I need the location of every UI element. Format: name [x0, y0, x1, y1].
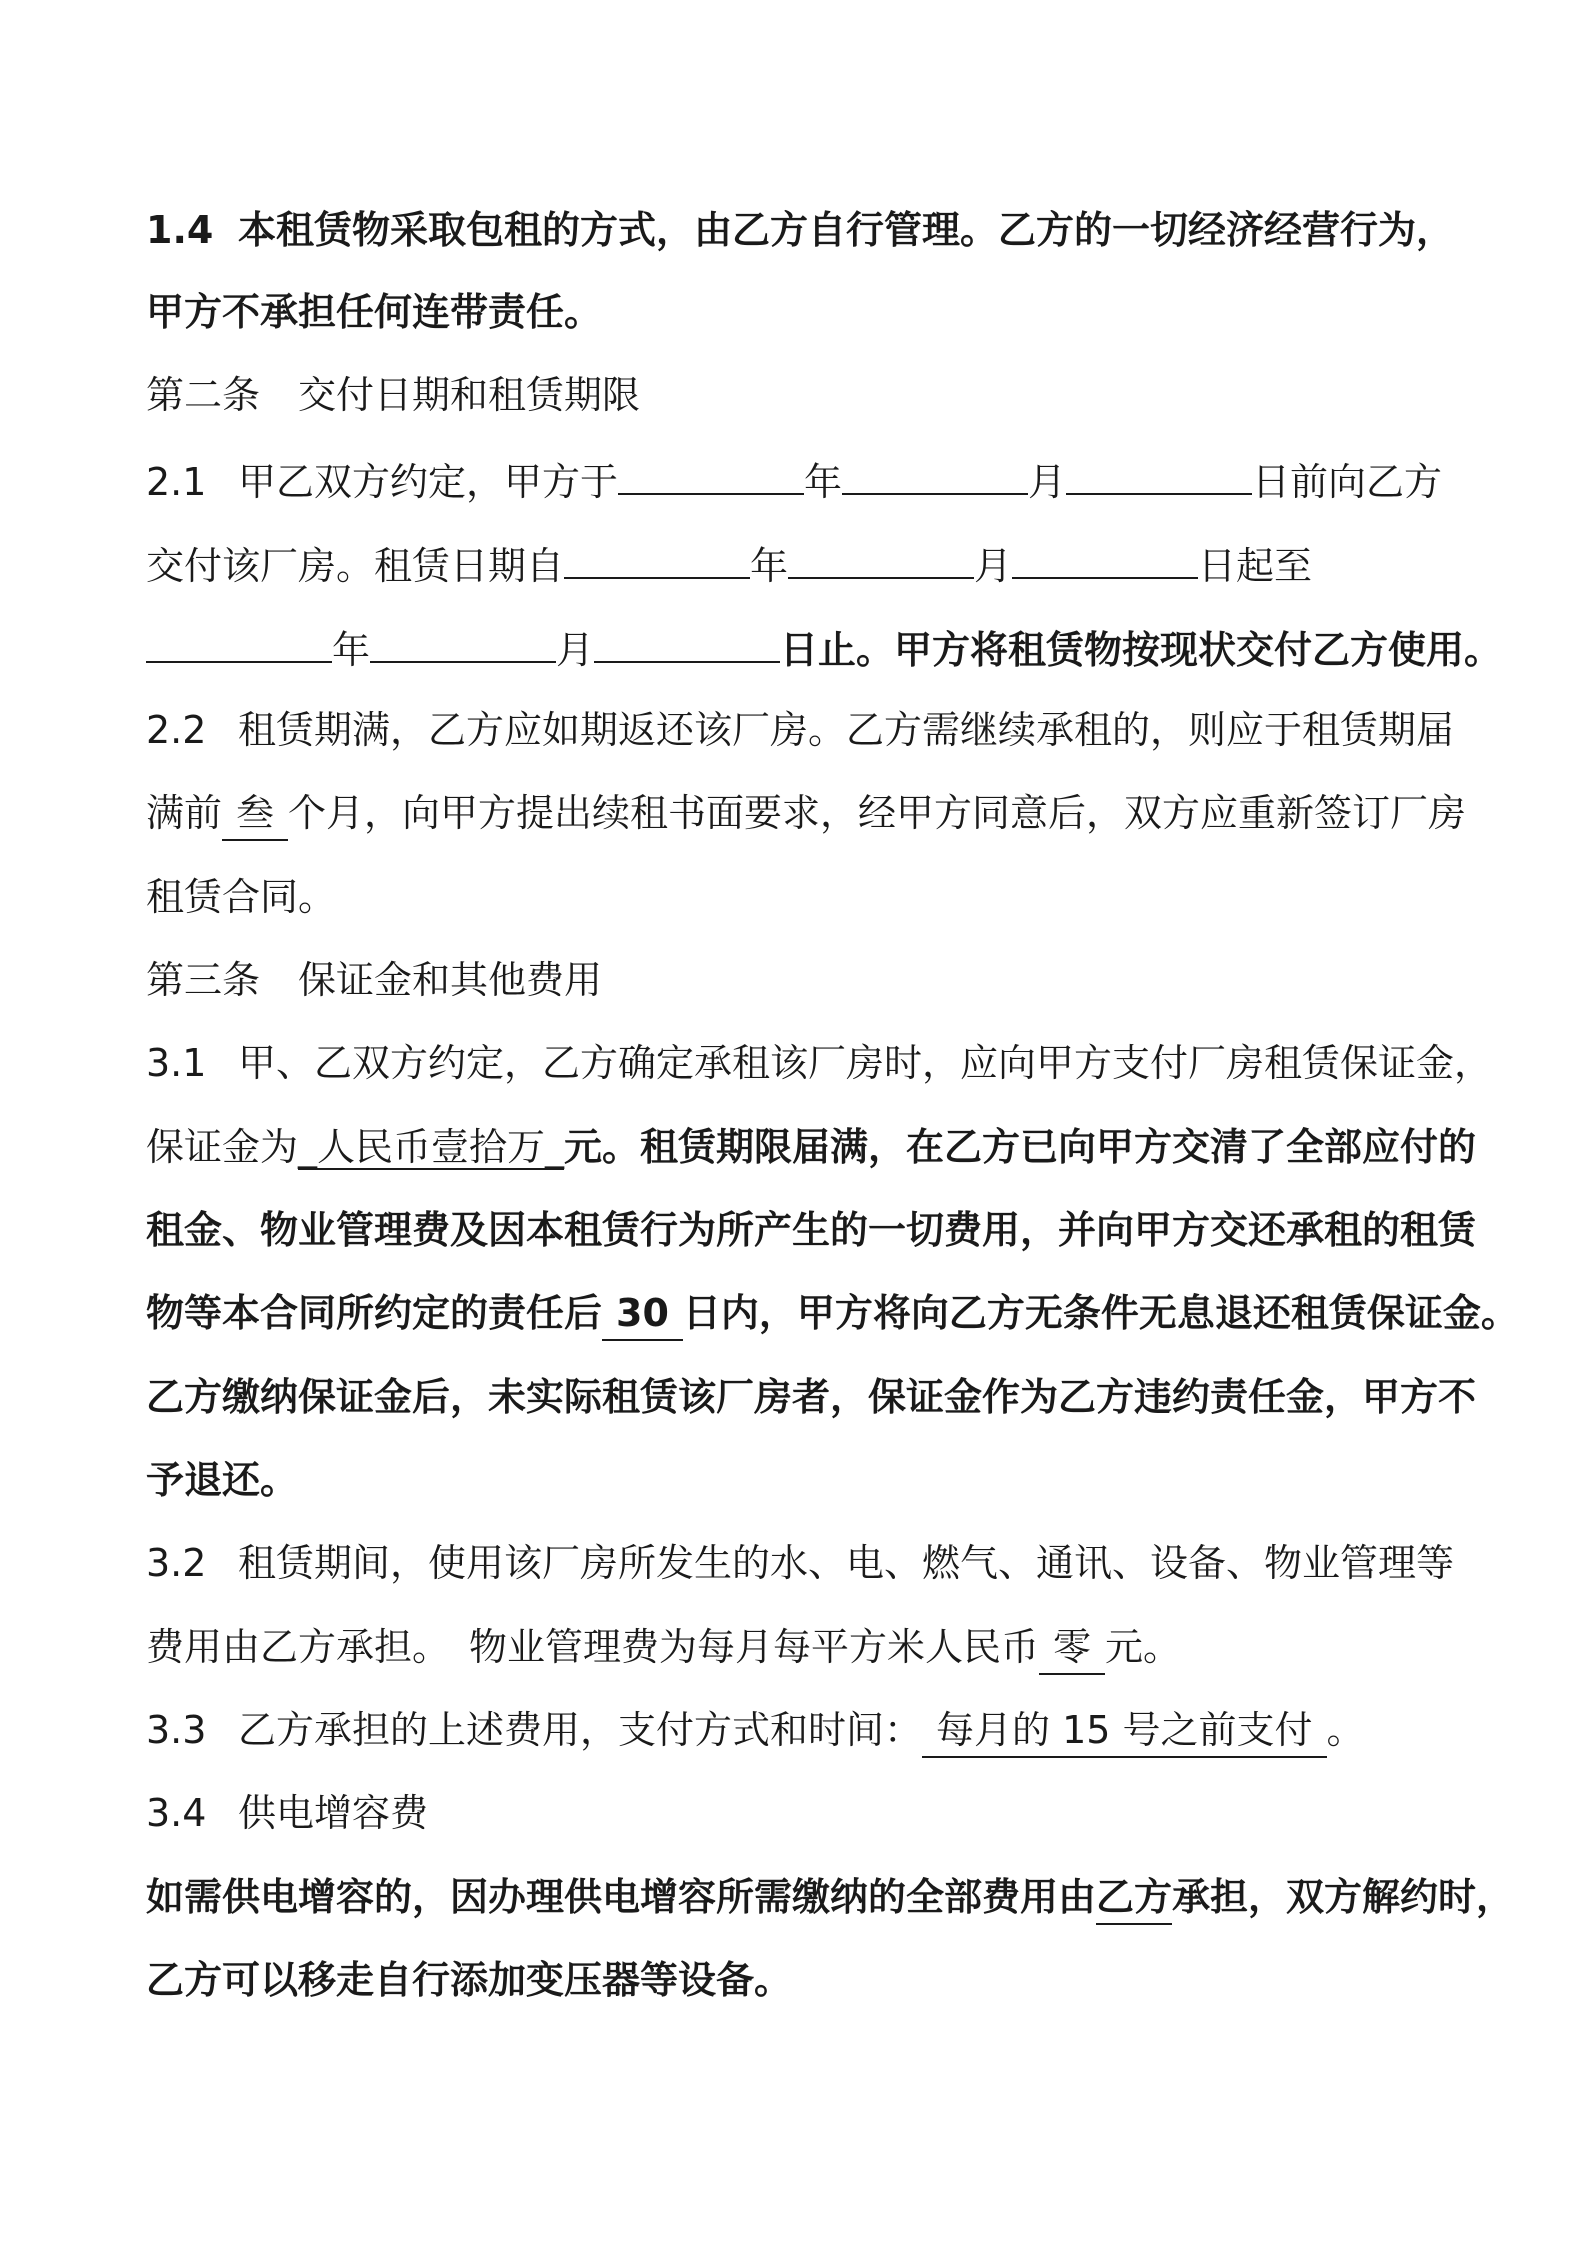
clause-2-1-line-2 — [146, 533, 1486, 593]
clause-text: 元。 — [1105, 1625, 1182, 1669]
clause-text: 租金、物业管理费及因本租赁行为所产生的一切费用，并向甲方交还承租的租赁 — [146, 1208, 1477, 1252]
year-blank[interactable] — [564, 533, 750, 579]
clause-3-3-line-1 — [146, 1700, 1486, 1760]
responsible-party-value: 乙方 — [1096, 1871, 1172, 1925]
clause-3-4-line-1 — [146, 1867, 1515, 1927]
clause-text: 甲、乙双方约定，乙方确定承租该厂房时，应向甲方支付厂房租赁保证金， — [238, 1041, 1493, 1085]
clause-3-1-line-6 — [146, 1450, 1486, 1510]
year-blank[interactable] — [146, 617, 332, 663]
month-blank[interactable] — [788, 533, 974, 579]
clause-text: 交付该厂房。租赁日期自 — [146, 544, 565, 588]
clause-2-1-line-3 — [146, 617, 1503, 677]
clause-text: 物等本合同所约定的责任后 — [146, 1291, 603, 1335]
clause-3-1-line-3 — [146, 1200, 1486, 1260]
article-heading-text: 第三条 保证金和其他费用 — [146, 958, 603, 1002]
article-heading-text: 第二条 交付日期和租赁期限 — [146, 373, 641, 417]
clause-text: 乙方承担的上述费用，支付方式和时间： — [238, 1708, 923, 1752]
month-blank[interactable] — [842, 449, 1028, 495]
clause-text: 日内，甲方将向乙方无条件无息退还租赁保证金。 — [682, 1291, 1519, 1335]
day-blank[interactable] — [1066, 449, 1252, 495]
clause-text: 租赁合同。 — [146, 875, 337, 919]
clause-text: 费用由乙方承担。 物业管理费为每月每平方米人民币 — [146, 1625, 1040, 1669]
clause-2-2-line-3 — [146, 867, 1486, 927]
clause-text: 乙方缴纳保证金后，未实际租赁该厂房者，保证金作为乙方违约责任金，甲方不 — [146, 1375, 1477, 1419]
clause-number: 3.4 — [146, 1791, 207, 1835]
clause-text: 乙方可以移走自行添加变压器等设备。 — [146, 1958, 793, 2002]
payment-terms-value: 每月的 15 号之前支付 — [922, 1704, 1327, 1758]
clause-text: 日止。甲方将租赁物按现状交付乙方使用。 — [780, 628, 1503, 672]
management-fee-value: 零 — [1039, 1621, 1105, 1675]
clause-number: 3.1 — [146, 1041, 207, 1085]
clause-3-4-line-2 — [146, 1950, 1486, 2010]
clause-text: 日前向乙方 — [1252, 460, 1443, 504]
clause-text: 保证金为 — [146, 1125, 299, 1169]
unit-text: 月 — [556, 628, 595, 672]
clause-text: 日起至 — [1198, 544, 1313, 588]
day-blank[interactable] — [1012, 533, 1198, 579]
clause-2-2-line-1 — [146, 700, 1486, 760]
clause-text: 元。租赁期限届满，在乙方已向甲方交清了全部应付的 — [564, 1125, 1477, 1169]
deposit-amount-value: _人民币壹拾万_ — [298, 1125, 565, 1169]
article-2-heading — [146, 365, 1486, 425]
clause-number: 3.3 — [146, 1708, 207, 1752]
unit-text: 月 — [974, 544, 1013, 588]
clause-title: 供电增容费 — [238, 1791, 429, 1835]
clause-3-1-line-4 — [146, 1283, 1519, 1343]
unit-text: 月 — [1028, 460, 1067, 504]
clause-text: 予退还。 — [146, 1458, 299, 1502]
year-blank[interactable] — [618, 449, 804, 495]
clause-3-1-line-2 — [146, 1117, 1486, 1177]
clause-3-2-line-2 — [146, 1617, 1486, 1677]
clause-text: 满前 — [146, 791, 223, 835]
clause-3-2-line-1 — [146, 1533, 1486, 1593]
clause-text: 租赁期满，乙方应如期返还该厂房。乙方需继续承租的，则应于租赁期届 — [238, 708, 1455, 752]
article-3-heading — [146, 950, 1486, 1010]
clause-number: 3.2 — [146, 1541, 207, 1585]
unit-text: 年 — [750, 544, 789, 588]
clause-number: 2.2 — [146, 708, 207, 752]
clause-3-4-title — [146, 1783, 1486, 1843]
clause-text: 甲乙双方约定，甲方于 — [238, 460, 619, 504]
clause-1-4-line-2 — [146, 282, 1486, 342]
clause-number: 1.4 — [146, 208, 214, 252]
refund-days-value: 30 — [602, 1287, 683, 1341]
clause-text: 甲方不承担任何连带责任。 — [146, 290, 603, 334]
clause-2-2-line-2 — [146, 783, 1486, 843]
clause-text: 租赁期间，使用该厂房所发生的水、电、燃气、通讯、设备、物业管理等 — [238, 1541, 1455, 1585]
months-notice-value: 叁 — [222, 787, 288, 841]
month-blank[interactable] — [370, 617, 556, 663]
day-blank[interactable] — [594, 617, 780, 663]
unit-text: 年 — [804, 460, 843, 504]
clause-number: 2.1 — [146, 460, 207, 504]
clause-text: 个月，向甲方提出续租书面要求，经甲方同意后，双方应重新签订厂房 — [288, 791, 1467, 835]
unit-text: 年 — [332, 628, 371, 672]
clause-text: 本租赁物采取包租的方式，由乙方自行管理。乙方的一切经济经营行为， — [238, 208, 1455, 252]
clause-text: 承担，双方解约时， — [1172, 1875, 1515, 1919]
clause-1-4-line-1 — [146, 200, 1486, 260]
clause-text: 如需供电增容的，因办理供电增容所需缴纳的全部费用由 — [146, 1875, 1097, 1919]
clause-3-1-line-5 — [146, 1367, 1486, 1427]
clause-text: 。 — [1326, 1708, 1365, 1752]
clause-3-1-line-1 — [146, 1033, 1493, 1093]
clause-2-1-line-1 — [146, 449, 1486, 509]
